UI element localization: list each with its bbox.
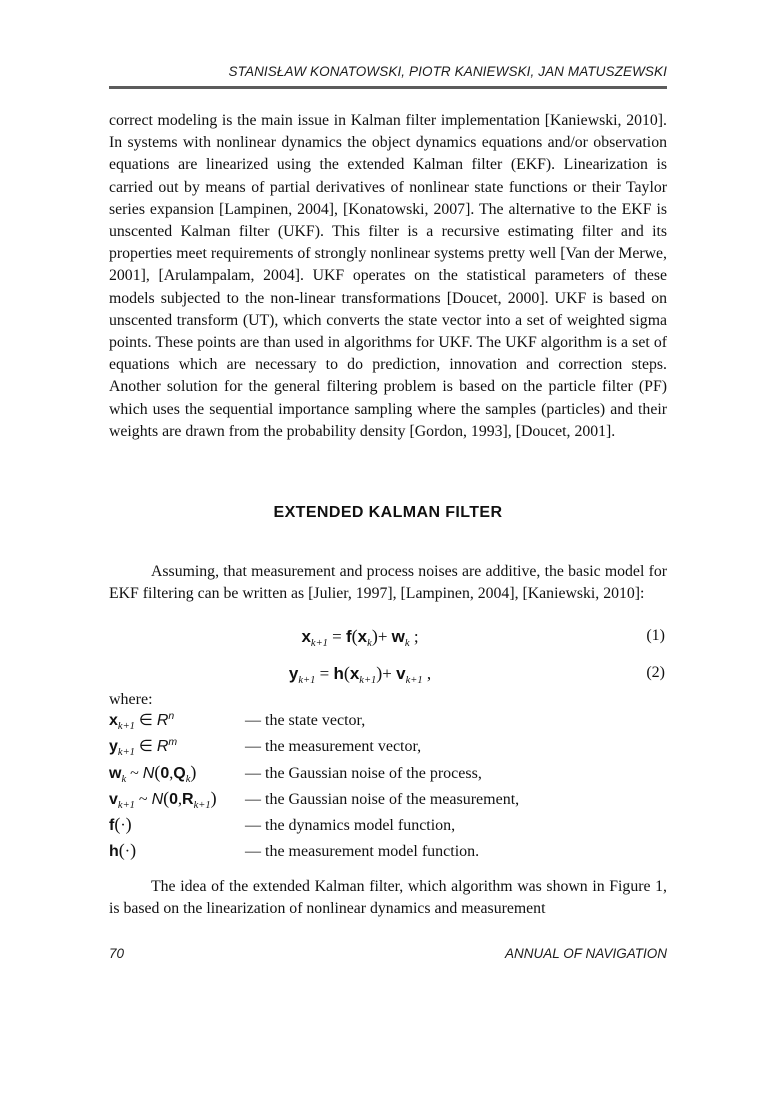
where-label: where: <box>109 691 153 708</box>
definition-description: — the dynamics model function, <box>245 817 456 834</box>
body-paragraph-3: The idea of the extended Kalman filter, which algorithm was shown in Figure 1, is based on the linearization of nonlinear dynamics and measurement <box>109 878 667 918</box>
where-block <box>109 691 667 709</box>
definition-term: $x_{k+1}$ ∈ $R^n$ <box>109 710 175 732</box>
definition-row <box>109 840 667 866</box>
definition-list <box>109 710 667 866</box>
journal-name: ANNUAL OF NAVIGATION <box>504 946 667 961</box>
section-heading: EXTENDED KALMAN FILTER <box>273 504 503 521</box>
body-paragraph-1-block <box>109 110 667 443</box>
equation-2-body: $y_{k+1} = h(x_{k+1})+ v_{k+1}$ , <box>288 663 432 686</box>
definition-term: f(·) <box>109 814 132 834</box>
body-paragraph-2-block <box>109 561 667 605</box>
body-paragraph-3-block <box>109 876 667 920</box>
definition-row <box>109 814 667 840</box>
definition-description: — the measurement vector, <box>245 738 422 755</box>
equation-2-number: (2) <box>646 664 665 681</box>
definition-row <box>109 710 667 736</box>
definition-row <box>109 762 667 788</box>
definition-term: $w_k$ ~ $N(0,Q_k)$ <box>109 762 197 785</box>
definition-description: — the Gaussian noise of the process, <box>245 765 482 782</box>
header-rule <box>109 86 667 89</box>
definition-description: — the state vector, <box>245 712 366 729</box>
equation-2 <box>109 663 667 689</box>
body-paragraph-1: correct modeling is the main issue in Kalman filter implementation [Kaniewski, 2010]. In systems with nonlinear dynamics the object dynamics equations and/or observation equations are linearized using the extended Kalman filter (EKF). Linearization is carried out by means of partial derivatives of nonlinear state functions or their Taylor series expansion [Lampinen, 2004], [Konatowski, 2007]. The alternative to the EKF is unscented Kalman filter (UKF). This filter is a recursive estimating filter and its properties meet requirements of strongly nonlinear systems pretty well [Van der Merwe, 2001], [Arulampalam, 2004]. UKF operates on the statistical parameters of these models subjected to the non-linear transformations [Doucet, 2000]. UKF is based on unscented transform (UT), which converts the state vector into a set of weighted sigma points. These points are than used in algorithms for UKF. The UKF algorithm is a set of equations which are necessary to do prediction, innovation and correction steps. Another solution for the general filtering problem is based on the particle filter (PF) which uses the sequential importance sampling where the samples (particles) and their weights are drawn from the probability density [Gordon, 1993], [Doucet, 2001]. <box>109 112 667 440</box>
equation-1-body: $x_{k+1} = f(x_k)+ w_k$ ; <box>301 626 419 649</box>
page-footer <box>109 946 667 961</box>
definition-description: — the Gaussian noise of the measurement, <box>245 791 520 808</box>
body-paragraph-2: Assuming, that measurement and process noises are additive, the basic model for EKF filtering can be written as [Julier, 1997], [Lampinen, 2004], [Kaniewski, 2010]: <box>109 563 667 603</box>
definition-description: — the measurement model function. <box>245 843 480 860</box>
definition-term: h(·) <box>109 840 137 860</box>
equation-1 <box>109 626 667 652</box>
definition-term: $y_{k+1}$ ∈ $R^m$ <box>109 736 178 758</box>
definition-row <box>109 788 667 814</box>
page-number: 70 <box>109 946 125 961</box>
definition-term: $v_{k+1}$ ~ $N(0,R_{k+1})$ <box>109 788 217 811</box>
definition-row <box>109 736 667 762</box>
running-header <box>109 64 667 85</box>
running-header-authors: STANISŁAW KONATOWSKI, PIOTR KANIEWSKI, JAN MATUSZEWSKI <box>228 64 667 79</box>
equation-1-number: (1) <box>646 627 665 644</box>
